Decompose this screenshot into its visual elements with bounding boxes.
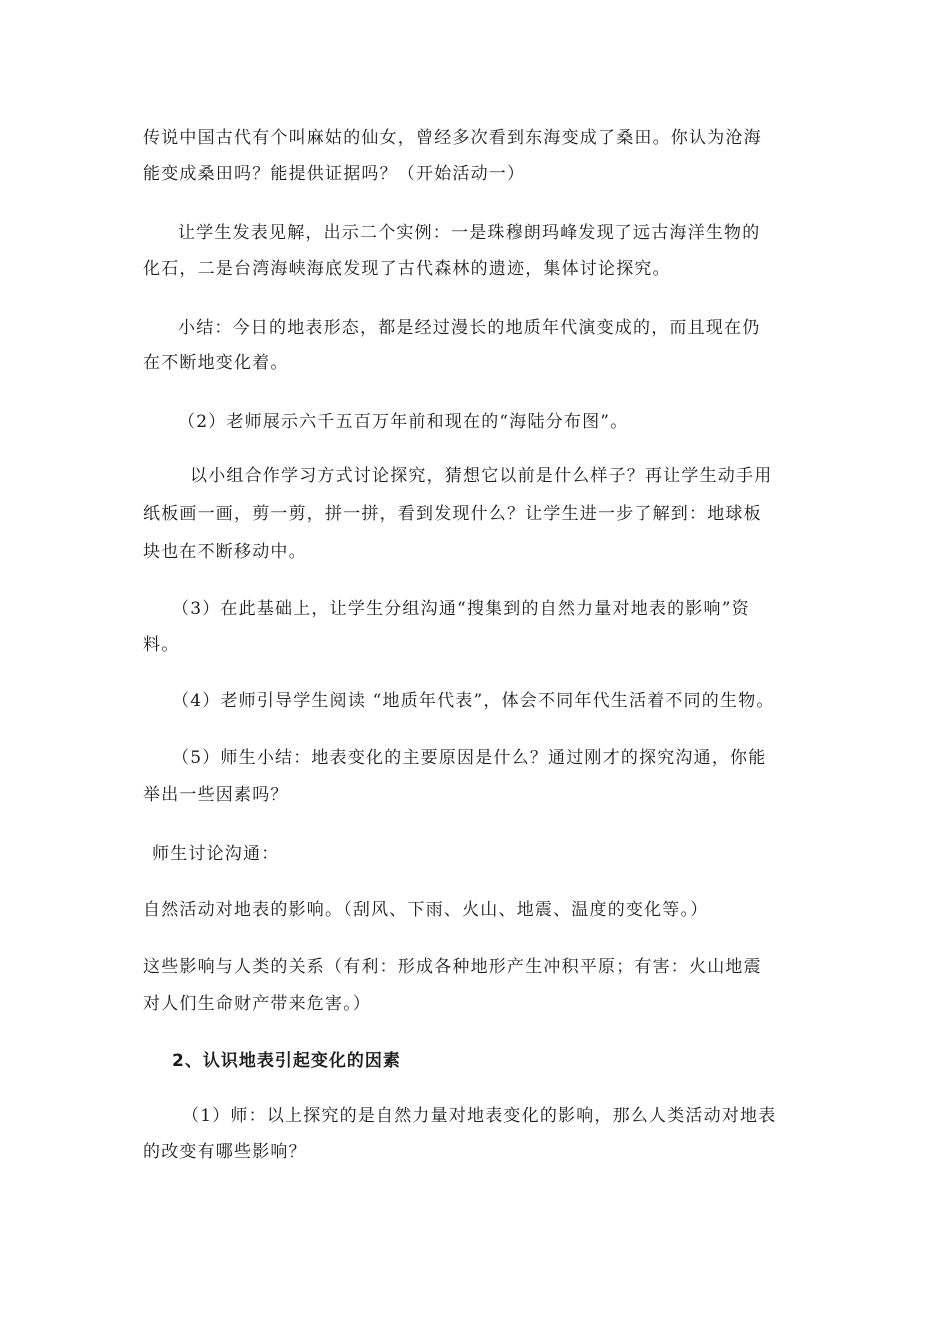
paragraph-13-line-2: 的改变有哪些影响？ [143,1142,307,1162]
paragraph-10-line-1: 自然活动对地表的影响。（刮风、下雨、火山、地震、温度的变化等。） [143,900,709,920]
paragraph-6-line-1: （3）在此基础上，让学生分组沟通“搜集到的自然力量对地表的影响”资 [172,599,750,619]
paragraph-5-line-1: 以小组合作学习方式讨论探究，猜想它以前是什么样子？再让学生动手用 [190,466,773,486]
paragraph-2-line-1: 让学生发表见解，出示二个实例：一是珠穆朗玛峰发现了远古海洋生物的 [178,223,761,243]
paragraph-1-line-1: 传说中国古代有个叫麻姑的仙女，曾经多次看到东海变成了桑田。你认为沧海 [143,128,762,148]
paragraph-5-line-2: 纸板画一画，剪一剪，拼一拼，看到发现什么？让学生进一步了解到：地球板 [143,504,762,524]
paragraph-6-line-2: 料。 [143,635,180,655]
paragraph-11-line-1: 这些影响与人类的关系（有利：形成各种地形产生冲积平原；有害：火山地震 [143,957,762,977]
paragraph-1-line-2: 能变成桑田吗？能提供证据吗？（开始活动一） [143,164,526,184]
paragraph-8-line-2: 举出一些因素吗？ [143,785,289,805]
paragraph-3-line-2: 在不断地变化着。 [143,353,289,373]
section-heading: 2、认识地表引起变化的因素 [172,1051,401,1071]
paragraph-11-line-2: 对人们生命财产带来危害。） [143,994,372,1014]
paragraph-13-line-1: （1）师：以上探究的是自然力量对地表变化的影响，那么人类活动对地表 [182,1106,777,1126]
paragraph-4-line-1: （2）老师展示六千五百万年前和现在的“海陆分布图”。 [178,412,629,432]
paragraph-5-line-3: 块也在不断移动中。 [143,542,307,562]
paragraph-9-line-1: 师生讨论沟通： [152,844,280,864]
paragraph-7-line-1: （4）老师引导学生阅读 “地质年代表”，体会不同年代生活着不同的生物。 [172,691,775,711]
paragraph-8-line-1: （5）师生小结：地表变化的主要原因是什么？通过刚才的探究沟通，你能 [172,748,767,768]
paragraph-3-line-1: 小结：今日的地表形态，都是经过漫长的地质年代演变成的，而且现在仍 [178,318,761,338]
paragraph-2-line-2: 化石，二是台湾海峡海底发现了古代森林的遗迹，集体讨论探究。 [143,259,671,279]
